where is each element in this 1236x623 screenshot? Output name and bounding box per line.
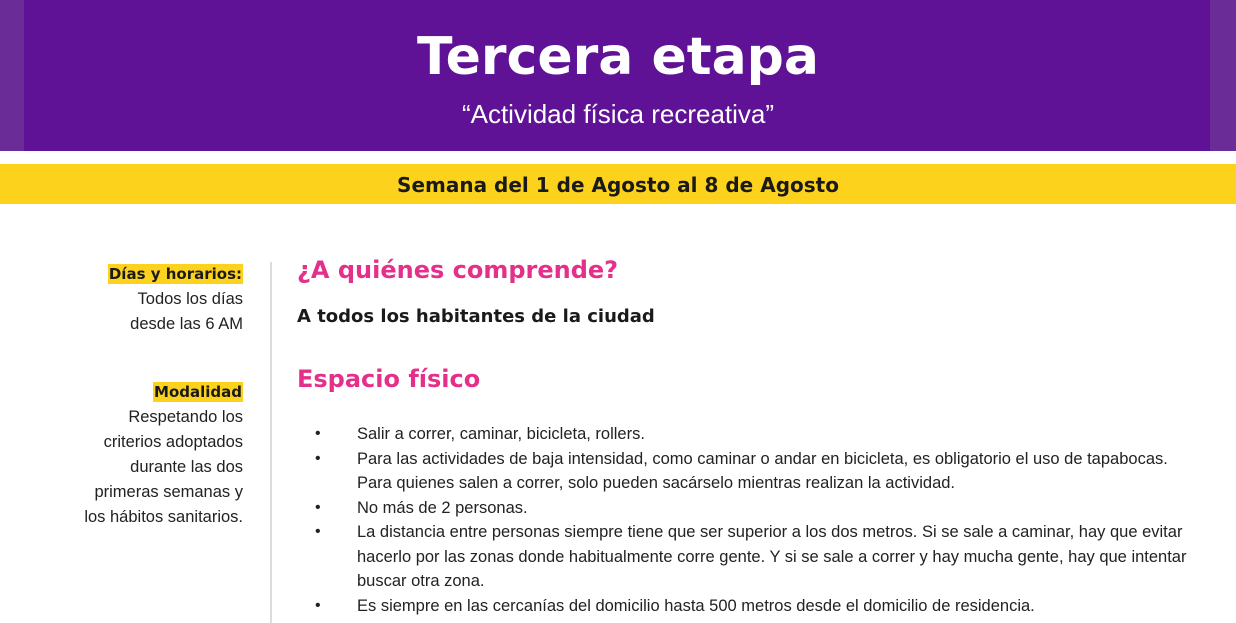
modality-line: durante las dos	[130, 458, 243, 476]
bullet-icon: •	[315, 596, 321, 614]
rule-text: Para las actividades de baja intensidad, como caminar o andar en bicicleta, es obligatorio el uso de tapabocas. Para quienes salen a correr, solo pueden sacárselo mientras realizan la actividad.	[357, 449, 1168, 492]
column-divider	[270, 262, 272, 623]
list-item	[315, 422, 1197, 447]
rule-text: Salir a correr, caminar, bicicleta, rollers.	[357, 425, 645, 443]
modality-line: primeras semanas y	[94, 483, 243, 501]
schedule-line: Todos los días	[137, 290, 243, 308]
modality-label: Modalidad	[154, 383, 242, 401]
modality-line: criterios adoptados	[103, 433, 243, 451]
who-answer: A todos los habitantes de la ciudad	[297, 306, 655, 327]
bullet-icon: •	[315, 523, 321, 540]
rule-text: No más de 2 personas.	[357, 498, 528, 517]
schedule-line: desde las 6 AM	[130, 315, 243, 333]
bullet-icon: •	[315, 498, 321, 516]
rule-text: Es siempre en las cercanías del domicilio hasta 500 metros desde el domicilio de residencia.	[357, 596, 1035, 615]
schedule-block	[40, 262, 243, 337]
page-title: Tercera etapa	[417, 27, 819, 87]
list-item	[315, 447, 1197, 496]
week-range-text: Semana del 1 de Agosto al 8 de Agosto	[397, 173, 839, 197]
space-heading: Espacio físico	[297, 365, 481, 393]
schedule-label: Días y horarios:	[108, 265, 242, 283]
modality-block	[40, 380, 243, 530]
list-item	[315, 496, 1197, 521]
list-item	[315, 594, 1197, 619]
who-heading: ¿A quiénes comprende?	[297, 256, 619, 284]
rules-list	[315, 422, 1197, 618]
bullet-icon: •	[315, 425, 321, 442]
rule-text: La distancia entre personas siempre tiene que ser superior a los dos metros. Si se sale a caminar, hay que evitar hacerlo por las zonas donde habitualmente corre gente. Y si se sale a correr y hay mucha gente, hay que intentar buscar otra zona.	[357, 523, 1187, 590]
bullet-icon: •	[315, 449, 321, 467]
modality-line: Respetando los	[128, 408, 243, 426]
page-subtitle: “Actividad física recreativa”	[461, 99, 775, 129]
modality-line: los hábitos sanitarios.	[84, 508, 243, 526]
list-item	[315, 520, 1197, 594]
header-banner	[0, 0, 1236, 151]
week-band	[0, 164, 1236, 204]
